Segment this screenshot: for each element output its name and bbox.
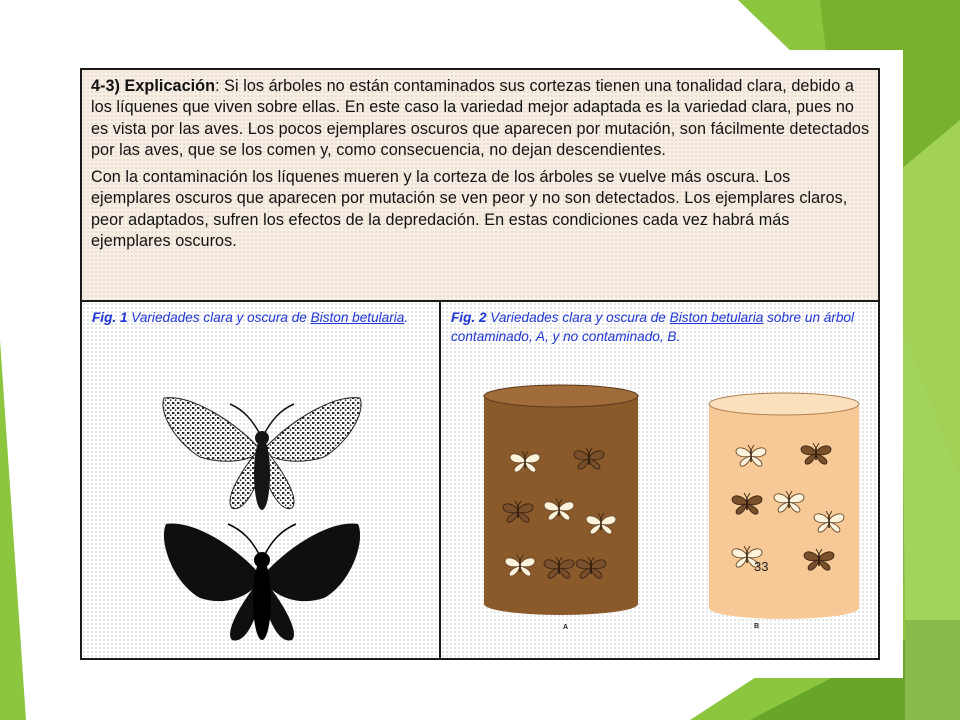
paragraph-1-text: : Si los árboles no están contaminados sus cortezas tienen una tonalidad clara, debido a los líquenes que viven sobre ellas. En este caso la variedad mejor adaptada es la variedad clara, pues no es vista por las aves. Los pocos ejemplares oscuros que aparecen por mutación, son fácilmente detectados por las aves, que se los comen y, como consecuencia, no dejan descendientes.: [91, 77, 870, 159]
figure-1-text: Variedades clara y oscura de: [127, 310, 311, 325]
light-moth: [163, 398, 361, 510]
figures-row: [82, 302, 878, 658]
figure-1-caption: [92, 308, 422, 327]
figure-1-cell: [82, 302, 441, 658]
figure-2-cell: [441, 302, 878, 658]
tree-b-label: B: [754, 623, 760, 630]
figure-2-end: sobre un árbol contaminado, A, y no contaminado, B.: [451, 310, 855, 344]
moths-illustration: [82, 302, 439, 658]
green-band-right-light: [900, 120, 960, 620]
figure-2-caption: [451, 308, 861, 346]
tree-a-label: A: [563, 624, 569, 631]
tree-a: [484, 385, 638, 631]
paragraph-2: Con la contaminación los líquenes mueren y la corteza de los árboles se vuelve más oscura. Los ejemplares oscuros que aparecen por mutación se ven peor y no son detectados. Los ejemplares claros, peor adaptados, sufren los efectos de la depredación. En estas condiciones cada vez habrá más ejemplares oscuros.: [91, 168, 848, 251]
green-triangle-left: [0, 340, 26, 720]
figure-1-species-link[interactable]: Biston betularia: [310, 310, 405, 325]
explanation-section: [82, 70, 878, 302]
page-number: 33: [754, 559, 769, 574]
section-heading: 4-3) Explicación: [91, 77, 216, 95]
figure-1-label: Fig. 1: [92, 310, 128, 325]
trees-illustration: [441, 302, 878, 658]
figure-1-end: .: [404, 310, 409, 325]
figure-2-species-link[interactable]: Biston betularia: [669, 310, 764, 325]
figure-2-label: Fig. 2: [451, 310, 487, 325]
paragraph-1: [91, 76, 870, 161]
dark-moth: [164, 524, 360, 641]
tree-b: [709, 393, 859, 630]
figure-2-text: Variedades clara y oscura de: [486, 310, 670, 325]
